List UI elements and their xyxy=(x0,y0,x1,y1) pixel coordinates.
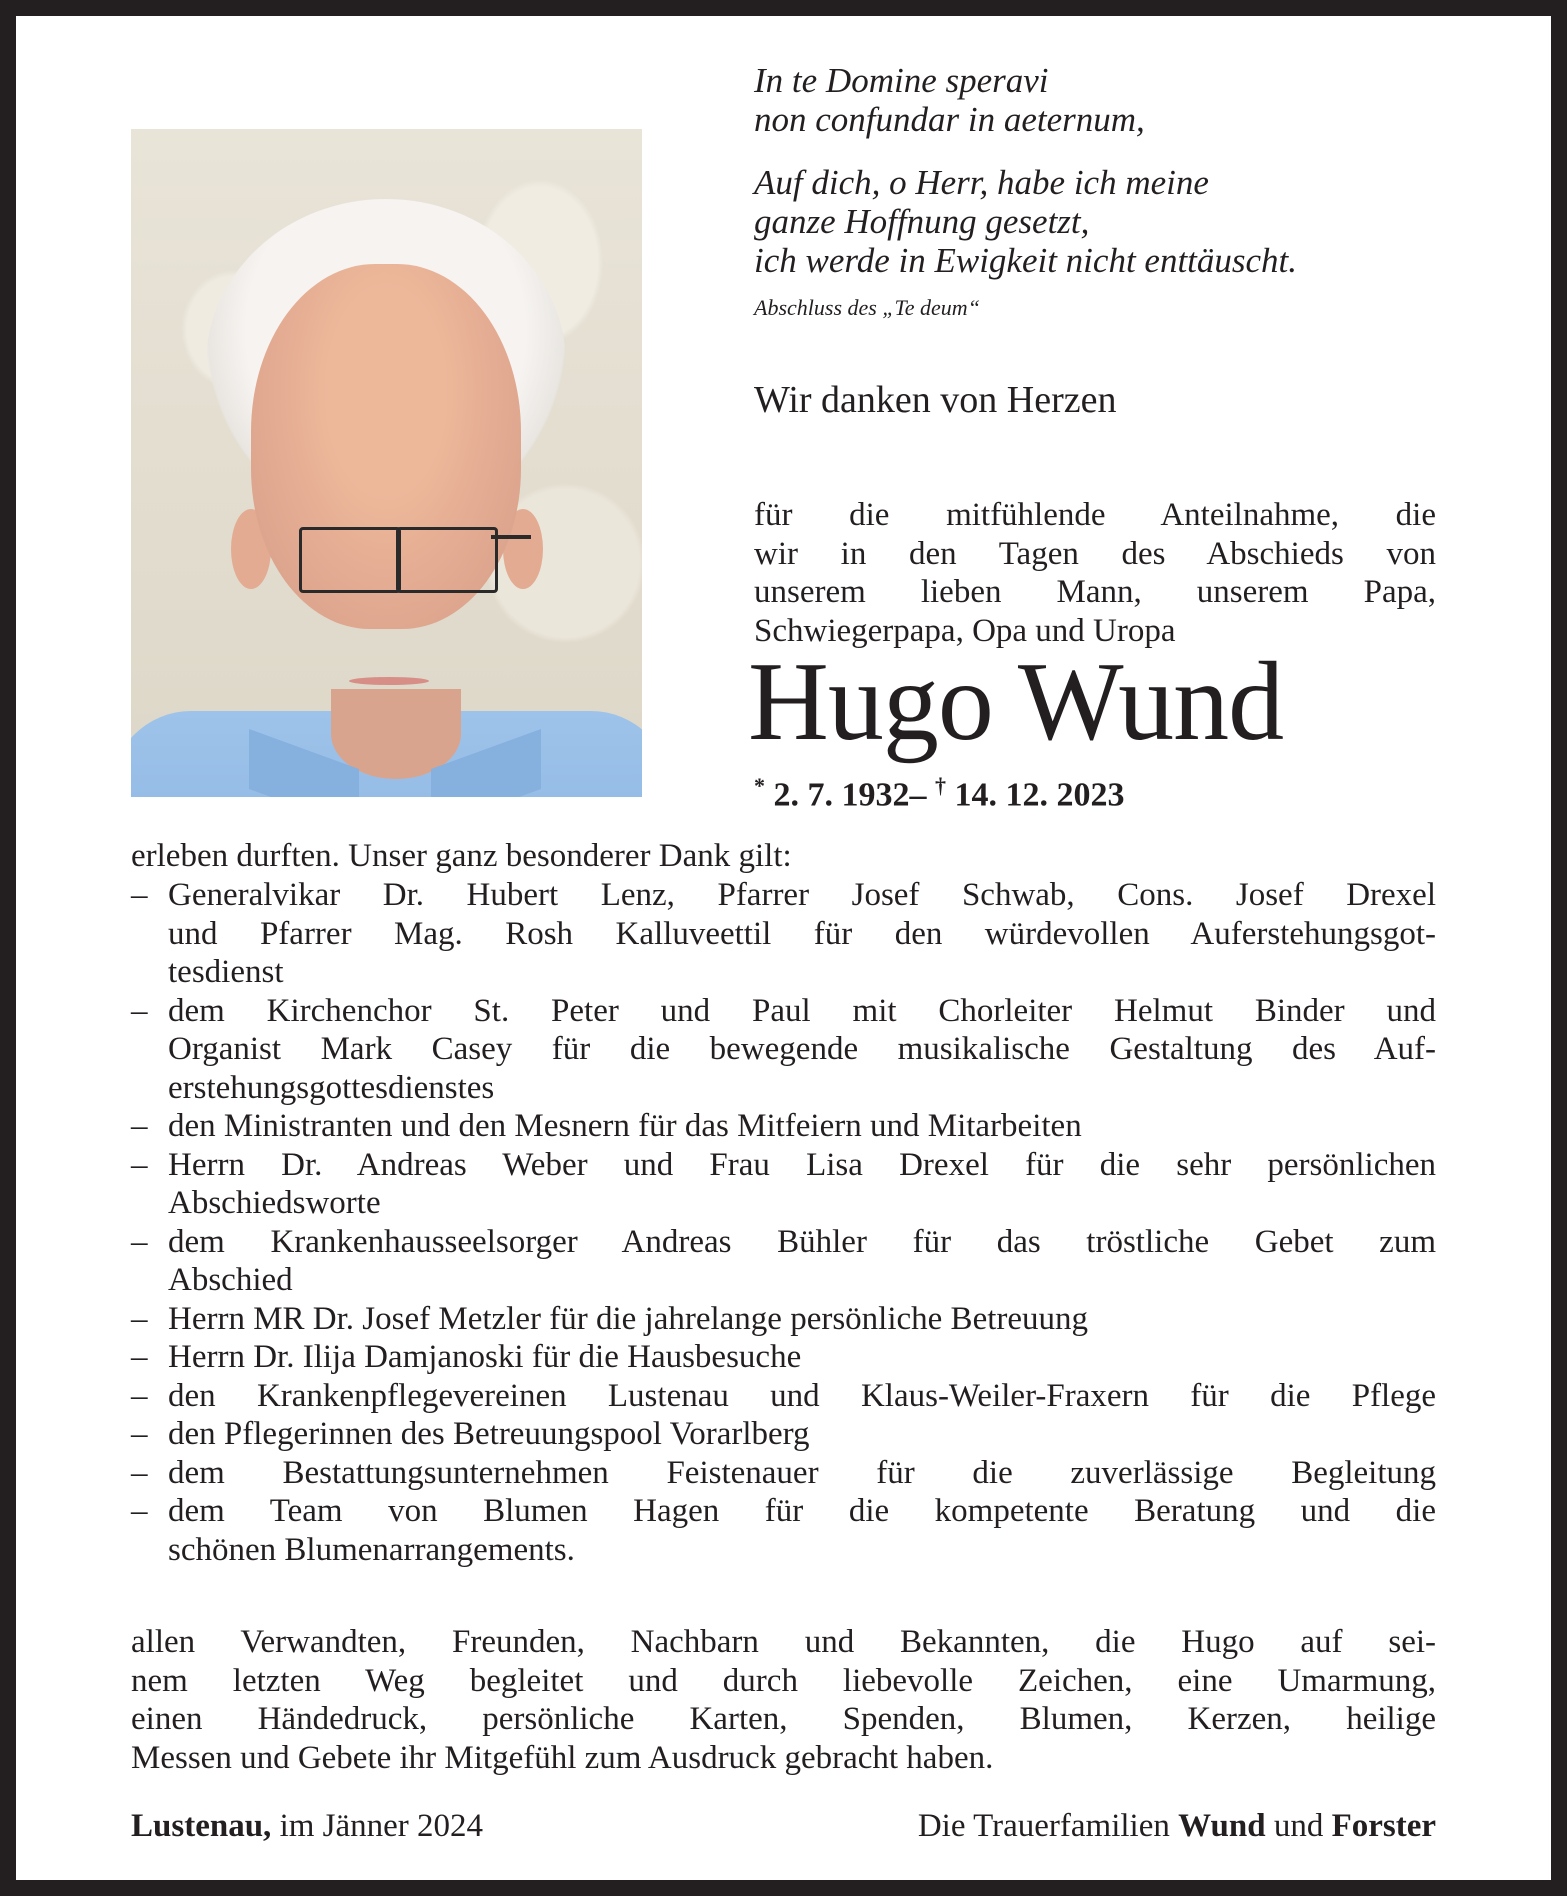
list-item-line: den Krankenpflegevereinen Lustenau und Klaus-Weiler-Fraxern für die Pflege xyxy=(168,1377,1436,1414)
portrait-photo xyxy=(131,129,642,797)
list-dash: – xyxy=(131,1108,148,1144)
footer-place: Lustenau, xyxy=(131,1808,272,1844)
list-item xyxy=(131,876,1436,992)
german-quote xyxy=(754,163,1297,280)
thanks-intro-line: Schwiegerpapa, Opa und Uropa xyxy=(754,612,1176,649)
list-item xyxy=(131,1338,1436,1377)
list-item-line: erstehungsgottesdienstes xyxy=(168,1069,495,1106)
thanks-intro-line: für die mitfühlende Anteilnahme, die xyxy=(754,497,1436,533)
continuation-text: erleben durften. Unser ganz besonderer Dank gilt: xyxy=(131,838,792,874)
thanks-list xyxy=(131,876,1436,1569)
list-item xyxy=(131,992,1436,1108)
closing-line: allen Verwandten, Freunden, Nachbarn und Bekannten, die Hugo auf sei- xyxy=(131,1624,1436,1660)
latin-quote xyxy=(754,61,1145,139)
list-item xyxy=(131,1377,1436,1416)
quote-source: Abschluss des „Te deum“ xyxy=(754,295,980,320)
thanks-heading: Wir danken von Herzen xyxy=(754,379,1117,421)
list-item-line: dem Team von Blumen Hagen für die kompetente Beratung und die xyxy=(168,1493,1436,1529)
photo-glasses-left xyxy=(299,527,401,593)
thanks-intro-line: unserem lieben Mann, unserem Papa, xyxy=(754,574,1436,610)
list-dash: – xyxy=(131,1377,148,1414)
list-dash: – xyxy=(131,1454,148,1491)
list-dash: – xyxy=(131,1416,148,1452)
list-item-line: tesdienst xyxy=(168,954,284,990)
photo-glasses-right xyxy=(396,527,498,593)
german-quote-line: ganze Hoffnung gesetzt, xyxy=(754,202,1090,241)
footer-place-date xyxy=(131,1808,483,1845)
latin-quote-line: In te Domine speravi xyxy=(754,61,1049,100)
german-quote-line: Auf dich, o Herr, habe ich meine xyxy=(754,163,1209,202)
death-date: 14. 12. 2023 xyxy=(954,776,1125,814)
list-item xyxy=(131,1492,1436,1569)
list-item xyxy=(131,1107,1436,1146)
list-dash: – xyxy=(131,1300,148,1337)
list-item-line: Organist Mark Casey für die bewegende musikalische Gestaltung des Auf- xyxy=(168,1031,1436,1067)
thanks-intro-line: wir in den Tagen des Abschieds von xyxy=(754,535,1436,572)
closing-line: nem letzten Weg begleitet und durch liebevolle Zeichen, eine Umarmung, xyxy=(131,1662,1436,1699)
german-quote-line: ich werde in Ewigkeit nicht enttäuscht. xyxy=(754,241,1298,280)
list-item-line: dem Kirchenchor St. Peter und Paul mit Chorleiter Helmut Binder und xyxy=(168,992,1436,1029)
died-symbol: † xyxy=(935,773,946,798)
deceased-name: Hugo Wund xyxy=(748,640,1284,764)
closing-paragraph xyxy=(131,1623,1436,1777)
list-item-line: den Ministranten und den Mesnern für das Mitfeiern und Mitarbeiten xyxy=(168,1108,1082,1144)
list-dash: – xyxy=(131,1339,148,1375)
list-item-line: Abschied xyxy=(168,1262,293,1298)
closing-line: Messen und Gebete ihr Mitgefühl zum Ausdruck gebracht haben. xyxy=(131,1739,994,1776)
footer-signature xyxy=(918,1808,1436,1845)
list-item xyxy=(131,1454,1436,1493)
list-item-line: den Pflegerinnen des Betreuungspool Vorarlberg xyxy=(168,1416,810,1452)
list-item-line: Herrn MR Dr. Josef Metzler für die jahrelange persönliche Betreuung xyxy=(168,1300,1089,1337)
footer-date: im Jänner 2024 xyxy=(279,1808,484,1844)
life-dates xyxy=(754,773,1125,814)
list-item-line: Generalvikar Dr. Hubert Lenz, Pfarrer Josef Schwab, Cons. Josef Drexel xyxy=(168,877,1436,913)
list-dash: – xyxy=(131,1493,148,1529)
list-item xyxy=(131,1223,1436,1300)
list-item-line: Abschiedsworte xyxy=(168,1185,381,1221)
list-item xyxy=(131,1300,1436,1339)
list-dash: – xyxy=(131,992,148,1029)
thanks-intro xyxy=(754,496,1436,650)
closing-line: einen Händedruck, persönliche Karten, Spenden, Blumen, Kerzen, heilige xyxy=(131,1701,1436,1737)
photo-mouth xyxy=(349,677,429,685)
family-join: und xyxy=(1273,1808,1324,1844)
list-item-line: Herrn Dr. Ilija Damjanoski für die Hausbesuche xyxy=(168,1339,802,1375)
family-name-1: Wund xyxy=(1178,1808,1266,1844)
list-item-line: dem Krankenhausseelsorger Andreas Bühler für das tröstliche Gebet zum xyxy=(168,1223,1436,1260)
list-item xyxy=(131,1146,1436,1223)
list-item-line: schönen Blumenarrangements. xyxy=(168,1531,575,1568)
list-dash: – xyxy=(131,1223,148,1260)
list-dash: – xyxy=(131,877,148,913)
family-name-2: Forster xyxy=(1331,1808,1436,1844)
list-item xyxy=(131,1415,1436,1454)
date-separator: – xyxy=(909,776,927,814)
photo-glasses-temple xyxy=(491,535,531,539)
list-dash: – xyxy=(131,1146,148,1183)
latin-quote-line: non confundar in aeternum, xyxy=(754,100,1145,139)
family-prefix: Die Trauerfamilien xyxy=(917,1808,1170,1844)
list-item-line: dem Bestattungsunternehmen Feistenauer für die zuverlässige Begleitung xyxy=(168,1454,1436,1491)
born-symbol: * xyxy=(754,773,765,798)
list-item-line: Herrn Dr. Andreas Weber und Frau Lisa Drexel für die sehr persönlichen xyxy=(168,1146,1436,1183)
list-item-line: und Pfarrer Mag. Rosh Kalluveettil für den würdevollen Auferstehungsgot- xyxy=(168,915,1436,952)
obituary-card xyxy=(16,16,1551,1880)
birth-date: 2. 7. 1932 xyxy=(773,776,910,814)
